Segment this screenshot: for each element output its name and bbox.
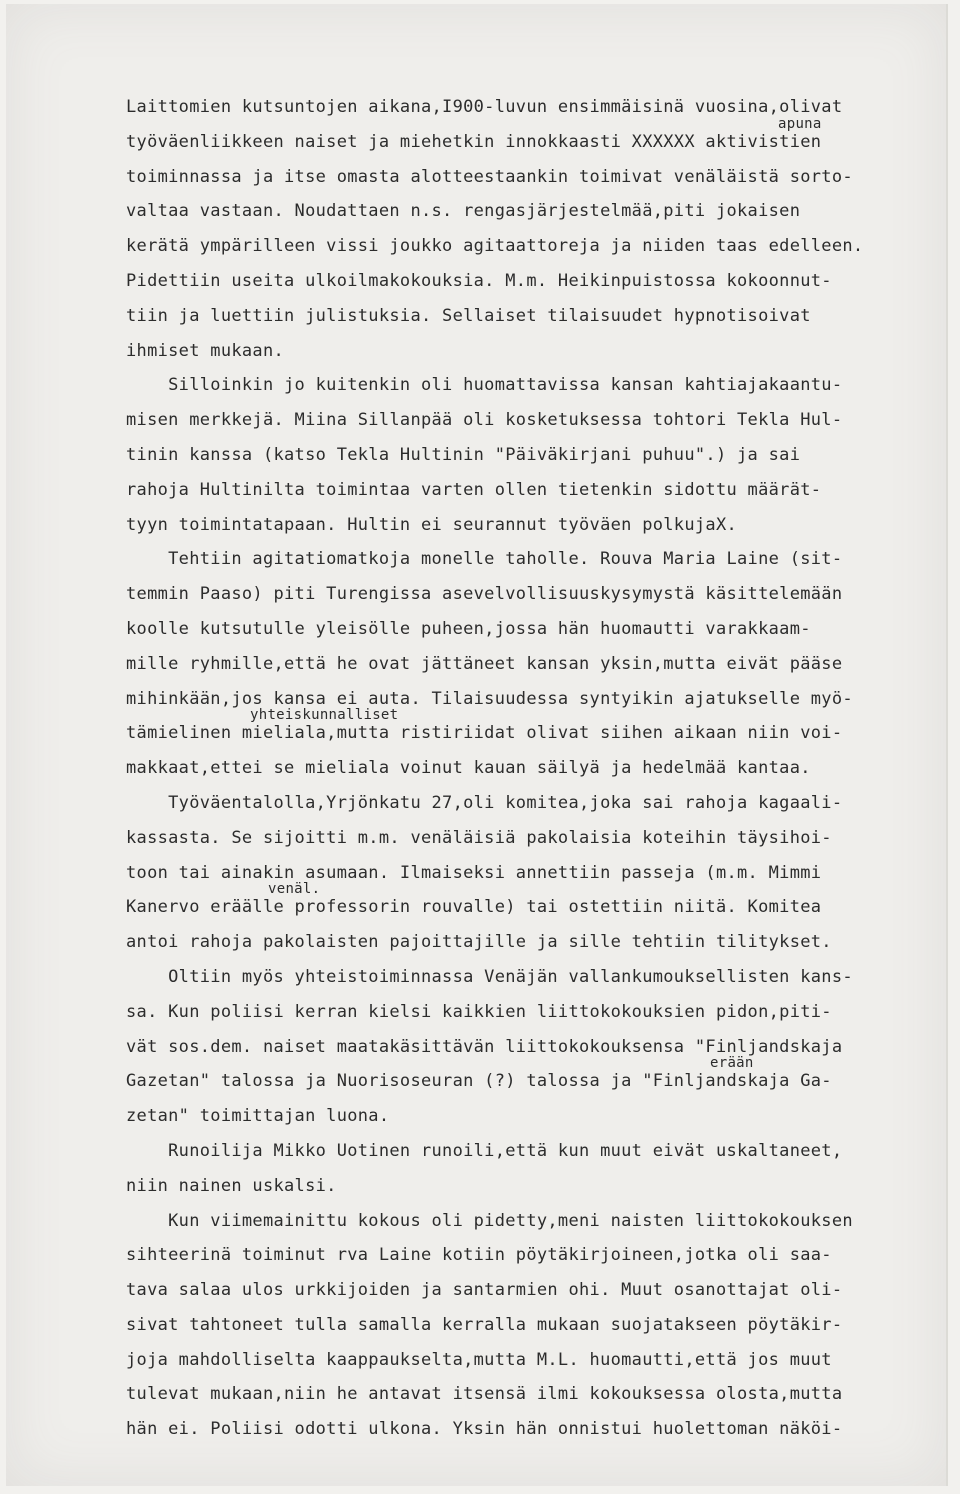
text-line: Silloinkin jo kuitenkin oli huomattavissa kansan kahtiajakaantu-	[126, 375, 843, 396]
text-line: antoi rahoja pakolaisten pajoittajille ja sille tehtiin tilitykset.	[126, 932, 832, 953]
text-line: mille ryhmille,että he ovat jättäneet kansan yksin,mutta eivät pääse	[126, 653, 843, 674]
text-line: mihinkään,jos kansa ei auta. Tilaisuudessa syntyikin ajatukselle myö-	[126, 688, 853, 709]
text-line: makkaat,ettei se mieliala voinut kauan säilyä ja hedelmää kantaa.	[126, 758, 811, 779]
typewritten-text	[126, 90, 926, 1447]
text-line: Kun viimemainittu kokous oli pidetty,meni naisten liittokokouksen	[126, 1210, 853, 1231]
text-line: sivat tahtoneet tulla samalla kerralla mukaan suojatakseen pöytäkir-	[126, 1314, 843, 1335]
handwritten-insertion: erään	[710, 1055, 754, 1072]
text-line: toon tai ainakin asumaan. Ilmaiseksi annettiin passeja (m.m. Mimmi	[126, 862, 822, 883]
text-line: kerätä ympärilleen vissi joukko agitaattoreja ja niiden taas edelleen.	[126, 236, 864, 257]
text-line: misen merkkejä. Miina Sillanpää oli kosketuksessa tohtori Tekla Hul-	[126, 410, 843, 431]
text-line: erään Gazetan" talossa ja Nuorisoseuran (?) talossa ja "Finljandskaja Ga-	[126, 1055, 832, 1092]
text-line: Runoilija Mikko Uotinen runoili,että kun muut eivät uskaltaneet,	[126, 1140, 843, 1161]
text-line: Oltiin myös yhteistoiminnassa Venäjän vallankumouksellisten kans-	[126, 966, 853, 987]
text-line: rahoja Hultinilta toimintaa varten ollen tietenkin sidottu määrät-	[126, 479, 822, 500]
text-line: Laittomien kutsuntojen aikana,I900-luvun ensimmäisinä vuosina,olivat	[126, 97, 843, 117]
text-line: tulevat mukaan,niin he antavat itsensä ilmi kokouksessa olosta,mutta	[126, 1384, 843, 1405]
text-line: toiminnassa ja itse omasta alotteestaankin toimivat venäläistä sorto-	[126, 166, 853, 187]
text-line: vät sos.dem. naiset maatakäsittävän liittokokouksensa "Finljandskaja	[126, 1036, 843, 1057]
text-line: Työväentalolla,Yrjönkatu 27,oli komitea,joka sai rahoja kagaali-	[126, 792, 843, 813]
text-line: apuna työväenliikkeen naiset ja miehetkin innokkaasti XXXXXX aktivistien	[126, 115, 822, 152]
text-line: sihteerinä toiminut rva Laine kotiin pöytäkirjoineen,jotka oli saa-	[126, 1245, 832, 1266]
handwritten-insertion: venäl.	[268, 881, 321, 898]
text-line: temmin Paaso) piti Turengissa asevelvollisuuskysymystä käsittelemään	[126, 584, 843, 605]
text-line: hän ei. Poliisi odotti ulkona. Yksin hän onnistui huolettoman näköi-	[126, 1419, 843, 1440]
text-line: Tehtiin agitatiomatkoja monelle taholle. Rouva Maria Laine (sit-	[126, 549, 843, 570]
document-page	[6, 4, 948, 1486]
text-line: joja mahdolliselta kaappaukselta,mutta M.L. huomautti,että jos muut	[126, 1349, 832, 1370]
handwritten-insertion: yhteiskunnalliset	[250, 707, 399, 724]
text-line: venäl. Kanervo eräälle professorin rouvalle) tai ostettiin niitä. Komitea	[126, 881, 822, 918]
text-line: koolle kutsutulle yleisölle puheen,jossa hän huomautti varakkaam-	[126, 618, 811, 639]
text-line: tava salaa ulos urkkijoiden ja santarmien ohi. Muut osanottajat oli-	[126, 1280, 843, 1301]
text-line: yhteiskunnalliset tämielinen mieliala,mutta ristiriidat olivat siihen aikaan niin voi-	[126, 707, 843, 744]
text-line: valtaa vastaan. Noudattaen n.s. rengasjärjestelmää,piti jokaisen	[126, 201, 801, 222]
text-line: ihmiset mukaan.	[126, 340, 285, 361]
text-line: niin nainen uskalsi.	[126, 1175, 337, 1196]
text-line: tinin kanssa (katso Tekla Hultinin "Päiväkirjani puhuu".) ja sai	[126, 444, 801, 465]
text-line: tyyn toimintatapaan. Hultin ei seurannut työväen polkujaX.	[126, 514, 738, 535]
text-line: tiin ja luettiin julistuksia. Sellaiset tilaisuudet hypnotisoivat	[126, 305, 811, 326]
text-line: Pidettiin useita ulkoilmakokouksia. M.m. Heikinpuistossa kokoonnut-	[126, 270, 832, 291]
text-line: sa. Kun poliisi kerran kielsi kaikkien liittokokouksien pidon,piti-	[126, 1001, 832, 1022]
text-line: kassasta. Se sijoitti m.m. venäläisiä pakolaisia koteihin täysihoi-	[126, 827, 832, 848]
text-line: zetan" toimittajan luona.	[126, 1106, 390, 1127]
handwritten-insertion: apuna	[778, 115, 822, 132]
